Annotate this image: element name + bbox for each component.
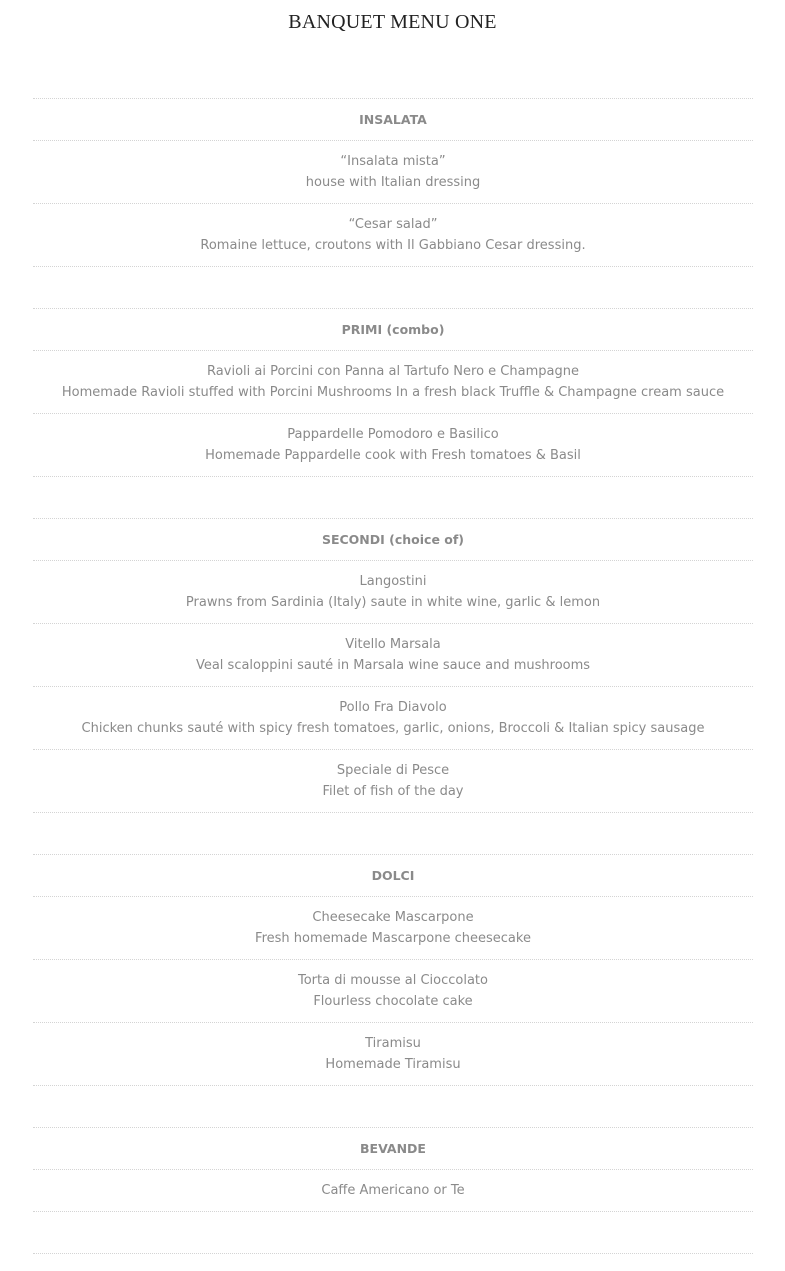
menu-item — [33, 203, 753, 266]
menu-item-name: “Cesar salad” — [348, 217, 438, 232]
menu-item — [33, 1169, 753, 1211]
menu-item-description: Chicken chunks sauté with spicy fresh tomatoes, garlic, onions, Broccoli & Italian spicy sausage — [81, 721, 705, 736]
menu-item-description: house with Italian dressing — [305, 175, 481, 190]
menu-bottom-divider — [33, 1253, 753, 1254]
section-divider — [33, 812, 753, 854]
menu-item — [33, 896, 753, 959]
section-divider — [33, 1085, 753, 1127]
menu-table — [33, 98, 753, 1254]
menu-item-description: Flourless chocolate cake — [313, 994, 473, 1009]
menu-item-name: Tiramisu — [365, 1036, 421, 1051]
menu-item-name: Caffe Americano or Te — [321, 1183, 465, 1198]
menu-item — [33, 140, 753, 203]
menu-item-description: Veal scaloppini sauté in Marsala wine sauce and mushrooms — [195, 658, 591, 673]
menu-item-description: Homemade Tiramisu — [325, 1057, 461, 1072]
menu-item-name: Torta di mousse al Cioccolato — [298, 973, 488, 988]
menu-item-name: Pappardelle Pomodoro e Basilico — [287, 427, 499, 442]
menu-item-description: Homemade Pappardelle cook with Fresh tomatoes & Basil — [205, 448, 581, 463]
menu-item — [33, 686, 753, 749]
section-heading: INSALATA — [33, 98, 753, 140]
section-heading: DOLCI — [33, 854, 753, 896]
menu-item — [33, 959, 753, 1022]
menu-item-description: Homemade Ravioli stuffed with Porcini Mushrooms In a fresh black Truffle & Champagne cream sauce — [61, 385, 725, 400]
menu-item — [33, 749, 753, 812]
menu-item-description: Filet of fish of the day — [322, 784, 464, 799]
section-divider — [33, 476, 753, 518]
page-title: BANQUET MENU ONE — [288, 11, 497, 33]
menu-item-description: Prawns from Sardinia (Italy) saute in white wine, garlic & lemon — [185, 595, 601, 610]
section-divider — [33, 266, 753, 308]
menu-item-description: Romaine lettuce, croutons with Il Gabbiano Cesar dressing. — [200, 238, 586, 253]
menu-item — [33, 413, 753, 476]
menu-item-name: Vitello Marsala — [345, 637, 441, 652]
menu-item — [33, 1022, 753, 1085]
menu-item-name: Pollo Fra Diavolo — [339, 700, 447, 715]
section-heading: PRIMI (combo) — [33, 308, 753, 350]
menu-item-name: Ravioli ai Porcini con Panna al Tartufo Nero e Champagne — [207, 364, 579, 379]
menu-item-name: Speciale di Pesce — [336, 763, 450, 778]
section-heading: SECONDI (choice of) — [33, 518, 753, 560]
menu-item-name: Cheesecake Mascarpone — [312, 910, 474, 925]
menu-item — [33, 560, 753, 623]
menu-item-description: Fresh homemade Mascarpone cheesecake — [255, 931, 531, 946]
menu-item — [33, 350, 753, 413]
section-divider — [33, 1211, 753, 1253]
menu-item — [33, 623, 753, 686]
menu-item-name: Langostini — [359, 574, 427, 589]
section-heading: BEVANDE — [33, 1127, 753, 1169]
menu-item-name: “Insalata mista” — [340, 154, 446, 169]
